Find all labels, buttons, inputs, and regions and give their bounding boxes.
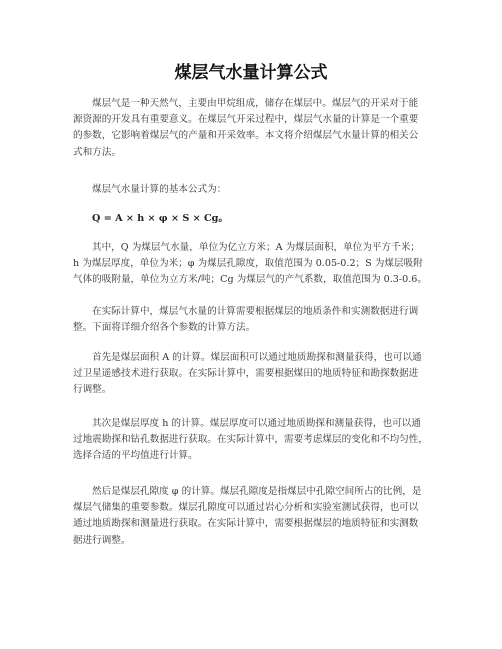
paragraph-line: 式和方法。 [73, 146, 121, 158]
paragraph-intro [73, 96, 433, 161]
paragraph-adjustment [73, 304, 433, 336]
paragraph-line: 通过地质勘探和测量进行获取。在实际计算中，需要根据煤层的地质特征和实测数 [73, 518, 419, 530]
paragraph-line: 在实际计算中，煤层气水量的计算需要根据煤层的地质条件和实测数据进行调 [92, 306, 419, 317]
formula [73, 211, 433, 227]
paragraph-line: 煤层气储集的重要参数。煤层孔隙度可以通过岩心分析和实验室测试获得，也可以 [73, 502, 419, 514]
paragraph-line: 整。下面将详细介绍各个参数的计算方法。 [73, 322, 256, 334]
paragraph-line: 煤层气水量计算的基本公式为： [92, 184, 227, 195]
paragraph-line: 首先是煤层面积 A 的计算。煤层面积可以通过地质勘探和测量获得，也可以通 [92, 352, 422, 363]
paragraph-variables [73, 240, 433, 289]
paragraph-line: 过地震勘探和钻孔数据进行获取。在实际计算中，需要考虑煤层的变化和不均匀性， [73, 434, 428, 446]
paragraph-line: 过卫星遥感技术进行获取。在实际计算中，需要根据煤田的地质特征和勘探数据进 [73, 368, 419, 380]
paragraph-line: 源资源的开发具有重要意义。在煤层气开采过程中，煤层气水量的计算是一个重要 [73, 114, 419, 126]
paragraph-line: 选择合适的平均值进行计算。 [73, 450, 198, 462]
paragraph-line: 气体的吸附量，单位为立方米/吨；Cg 为煤层气的产气系数，取值范围为 0.3-0.6。 [73, 274, 427, 286]
paragraph-line: 其次是煤层厚度 h 的计算。煤层厚度可以通过地质勘探和测量获得，也可以通 [92, 418, 421, 429]
paragraph-formula-intro [73, 182, 433, 198]
paragraph-line: 据进行调整。 [73, 534, 131, 546]
paragraph-line: 煤层气是一种天然气，主要由甲烷组成，储存在煤层中。煤层气的开采对于能 [92, 98, 419, 109]
paragraph-line: h 为煤层厚度，单位为米；φ 为煤层孔隙度，取值范围为 0.05-0.2；S 为煤层吸附 [73, 258, 423, 270]
paragraph-line: 的参数，它影响着煤层气的产量和开采效率。本文将介绍煤层气水量计算的相关公 [73, 130, 419, 142]
paragraph-line: 然后是煤层孔隙度 φ 的计算。煤层孔隙度是指煤层中孔隙空间所占的比例，是 [92, 486, 422, 497]
paragraph-line: 行调整。 [73, 384, 112, 396]
paragraph-line: 其中，Q 为煤层气水量，单位为亿立方米；A 为煤层面积，单位为平方千米； [92, 242, 420, 253]
document-title: 煤层气水量计算公式 [174, 63, 328, 83]
formula-line: Q = A × h × φ × S × Cg。 [92, 213, 228, 224]
paragraph-thickness [73, 416, 433, 465]
paragraph-area [73, 350, 433, 399]
paragraph-porosity [73, 484, 433, 549]
